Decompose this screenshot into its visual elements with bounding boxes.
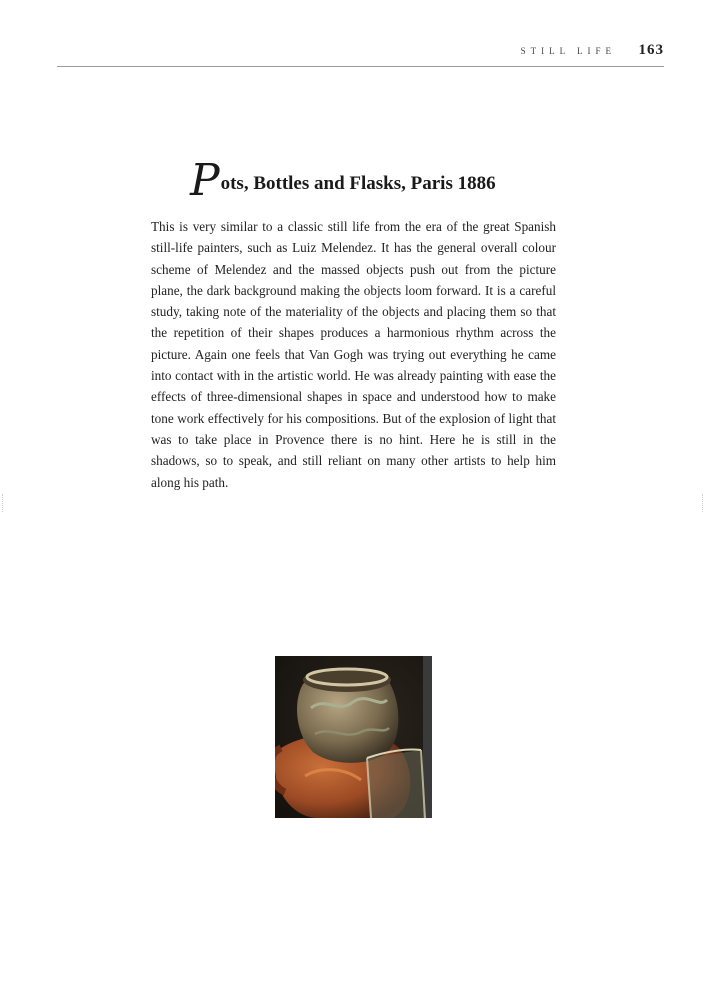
article-title [190, 155, 496, 206]
page-number: 163 [638, 42, 664, 58]
painting-image [275, 656, 432, 818]
right-edge-mark [702, 494, 704, 512]
title-initial: P [190, 155, 220, 206]
still-life-painting [275, 656, 432, 818]
article-body: This is very similar to a classic still life from the era of the great Spanish still-life painters, such as Luiz Melendez. It has the general overall colour scheme of Melendez and the massed objects push out from the picture plane, the dark background making the objects loom forward. It is a careful study, taking note of the materiality of the objects and placing them so that the repetition of their shapes produces a harmonious rhythm across the picture. Again one feels that Van Gogh was trying out everything he came into contact with in the artistic world. He was already painting with ease the effects of three-dimensional shapes in space and understood how to make tone work effectively for his compositions. But of the explosion of light that was to take place in Provence there is no hint. Here he is still in the shadows, so to speak, and still reliant on many other artists to help him along his path. [151, 219, 556, 490]
running-head: STILL LIFE [520, 46, 616, 56]
title-text: ots, Bottles and Flasks, Paris 1886 [220, 173, 496, 194]
header-rule [57, 66, 664, 67]
left-edge-mark [2, 494, 4, 512]
glass-tumbler [367, 750, 425, 818]
